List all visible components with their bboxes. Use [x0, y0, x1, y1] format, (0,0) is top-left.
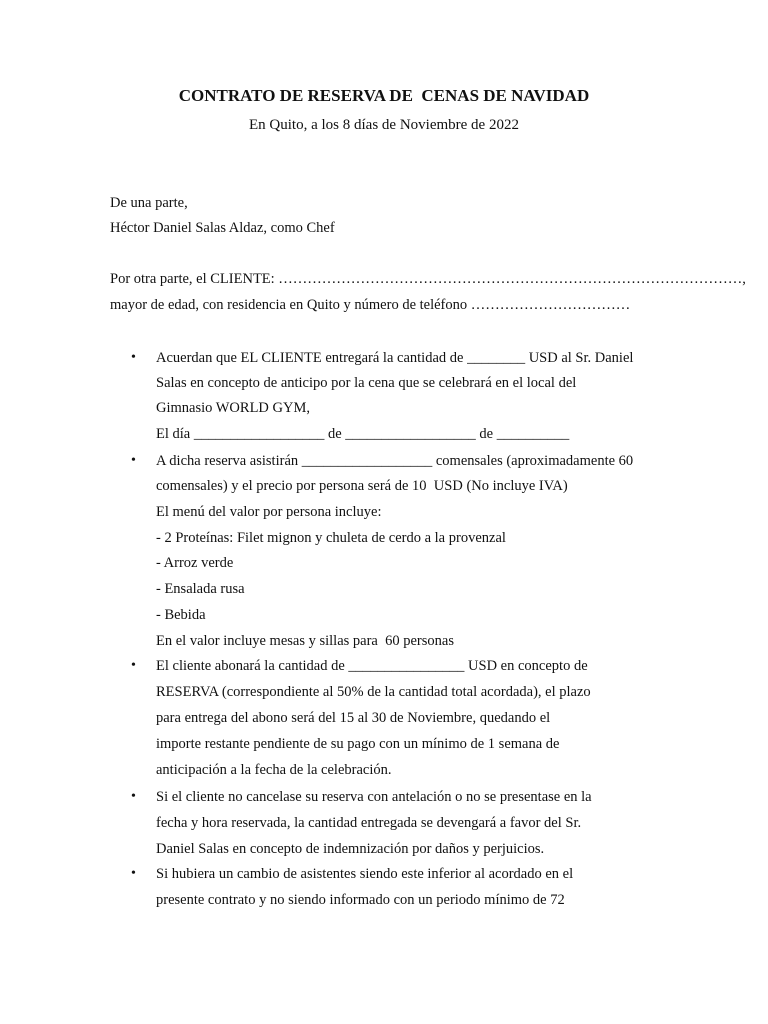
clause-1-line: Gimnasio WORLD GYM,: [156, 400, 310, 416]
place-date: En Quito, a los 8 días de Noviembre de 2022: [249, 117, 519, 133]
bullet-5: •: [131, 866, 136, 881]
clause-2-line: comensales) y el precio por persona será de 10 USD (No incluye IVA): [156, 478, 568, 494]
clause-3-line: importe restante pendiente de su pago con un mínimo de 1 semana de: [156, 736, 560, 752]
clause-4-line: fecha y hora reservada, la cantidad entregada se devengará a favor del Sr.: [156, 815, 582, 831]
clause-2-line: A dicha reserva asistirán __________________ comensales (aproximadamente 60: [156, 453, 634, 469]
party-one-line-1: De una parte,: [110, 195, 188, 211]
clause-3-line: para entrega del abono será del 15 al 30 de Noviembre, quedando el: [156, 710, 551, 726]
clause-2-line: - 2 Proteínas: Filet mignon y chuleta de cerdo a la provenzal: [156, 530, 506, 546]
bullet-3: •: [131, 658, 136, 673]
clause-5-line: Si hubiera un cambio de asistentes siendo este inferior al acordado en el: [156, 866, 574, 882]
party-one-line-2: Héctor Daniel Salas Aldaz, como Chef: [110, 220, 335, 236]
contract-title: CONTRATO DE RESERVA DE CENAS DE NAVIDAD: [178, 86, 590, 105]
clause-1-line: Salas en concepto de anticipo por la cena que se celebrará en el local del: [156, 375, 577, 391]
clause-2-line: - Bebida: [156, 607, 206, 623]
clause-4-line: Daniel Salas en concepto de indemnización por daños y perjuicios.: [156, 841, 545, 857]
clause-5-line: presente contrato y no siendo informado con un periodo mínimo de 72: [156, 892, 565, 908]
clause-2-line: En el valor incluye mesas y sillas para 60 personas: [156, 633, 454, 649]
party-two-line-2: mayor de edad, con residencia en Quito y número de teléfono ……………………………: [110, 297, 631, 313]
bullet-1: •: [131, 350, 136, 365]
clause-3-line: anticipación a la fecha de la celebración.: [156, 762, 392, 778]
clause-1-line: Acuerdan que EL CLIENTE entregará la cantidad de ________ USD al Sr. Daniel: [156, 350, 634, 366]
clause-2-line: El menú del valor por persona incluye:: [156, 504, 382, 520]
clause-2-line: - Arroz verde: [156, 555, 234, 571]
clause-3-line: RESERVA (correspondiente al 50% de la cantidad total acordada), el plazo: [156, 684, 591, 700]
clause-2-line: - Ensalada rusa: [156, 581, 245, 597]
clause-3-line: El cliente abonará la cantidad de ________________ USD en concepto de: [156, 658, 588, 674]
clause-4-line: Si el cliente no cancelase su reserva con antelación o no se presentase en la: [156, 789, 592, 805]
bullet-2: •: [131, 453, 136, 468]
clause-1-line: El día __________________ de __________________ de __________: [156, 426, 570, 442]
party-two-line-1: Por otra parte, el CLIENTE: ……………………………………………………………………………………,: [110, 271, 746, 287]
bullet-4: •: [131, 789, 136, 804]
